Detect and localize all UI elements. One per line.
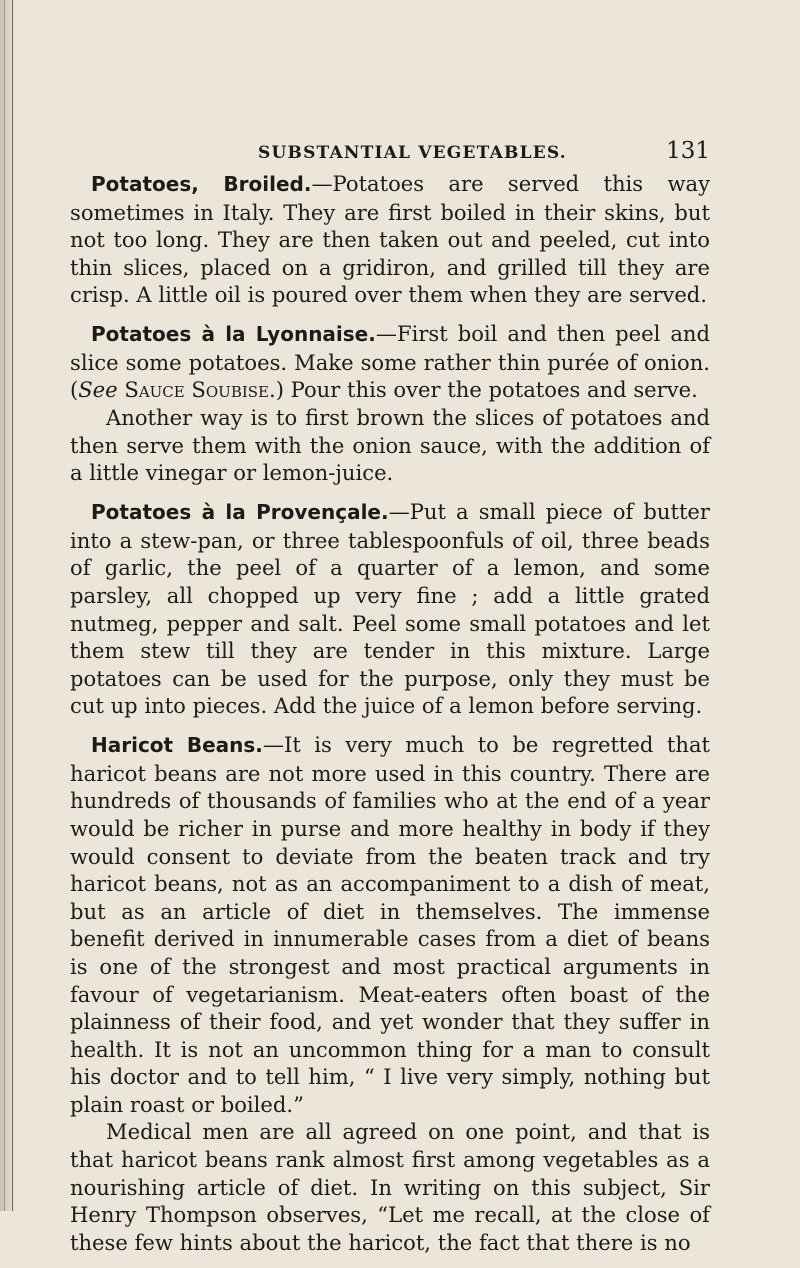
section-heading: Potatoes, Broiled. (91, 172, 312, 196)
section-heading: Potatoes à la Provençale. (91, 500, 389, 525)
section-text: .) Pour this over the potatoes and serve. (269, 377, 698, 403)
book-gutter (0, 0, 16, 1211)
page-body (70, 170, 710, 1268)
gutter-edge-line (12, 0, 13, 1211)
page-header (70, 138, 710, 167)
cross-reference: Sauce Soubise (124, 377, 269, 403)
section-haricot-beans (70, 731, 710, 1118)
section-potatoes-broiled (70, 170, 710, 309)
section-paragraph (70, 1118, 710, 1256)
page-number: 131 (666, 138, 710, 164)
section-heading: Potatoes à la Lyonnaise. (91, 322, 376, 347)
section-text: —Potatoes are served this way sometimes in Italy. They are first boiled in their skins, but not too long. They are then taken out and peeled, cut into thin slices, placed on a gridiron, and grilled till they are crisp. A little oil is poured over them when they are served. (70, 171, 710, 308)
section-text: Medical men are all agreed on one point, and that is that haricot beans rank almost first among vegetables as a nourishing article of diet. In writing on this subject, Sir Henry Thompson observes, “Let me recall, at the close of these few hints about the haricot, the fact that there is no (70, 1119, 710, 1255)
section-potatoes-lyonnaise (70, 320, 710, 404)
running-head: SUBSTANTIAL VEGETABLES. (258, 143, 567, 163)
section-text: —It is very much to be regretted that haricot beans are not more used in this country. There are hundreds of thousands of families who at the end of a year would be richer in purse and more healthy in body if they would consent to deviate from the beaten track and try haricot beans, not as an accompaniment to a dish of meat, but as an article of diet in themselves. The immense benefit derived in innumerable cases from a diet of beans is one of the strongest and most practical arguments in favour of vegetarianism. Meat-eaters often boast of the plainness of their food, and yet wonder that they suffer in health. It is not an uncommon thing for a man to consult his doctor and to tell him, “ I live very simply, nothing but plain roast or boiled.” (70, 732, 710, 1117)
section-paragraph (70, 404, 710, 487)
section-potatoes-provencale (70, 498, 710, 720)
section-heading: Haricot Beans. (91, 733, 263, 758)
section-text: Another way is to first brown the slices of potatoes and then serve them with the onion sauce, with the addition of a little vinegar or lemon-juice. (70, 405, 710, 486)
see-reference: See (78, 377, 118, 403)
section-text: —Put a small piece of butter into a stew-pan, or three tablespoonfuls of oil, three beads of garlic, the peel of a quarter of a lemon, and some parsley, all chopped up very fine ; add a little grated nutmeg, pepper and salt. Peel some small potatoes and let them stew till they are tender in this mixture. Large potatoes can be used for the purpose, only they must be cut up into pieces. Add the juice of a lemon before serving. (70, 499, 710, 719)
gutter-shadow-line (4, 0, 5, 1211)
section-text: —First boil and then peel and slice some potatoes. Make some rather thin purée of onion. ( (70, 321, 710, 403)
